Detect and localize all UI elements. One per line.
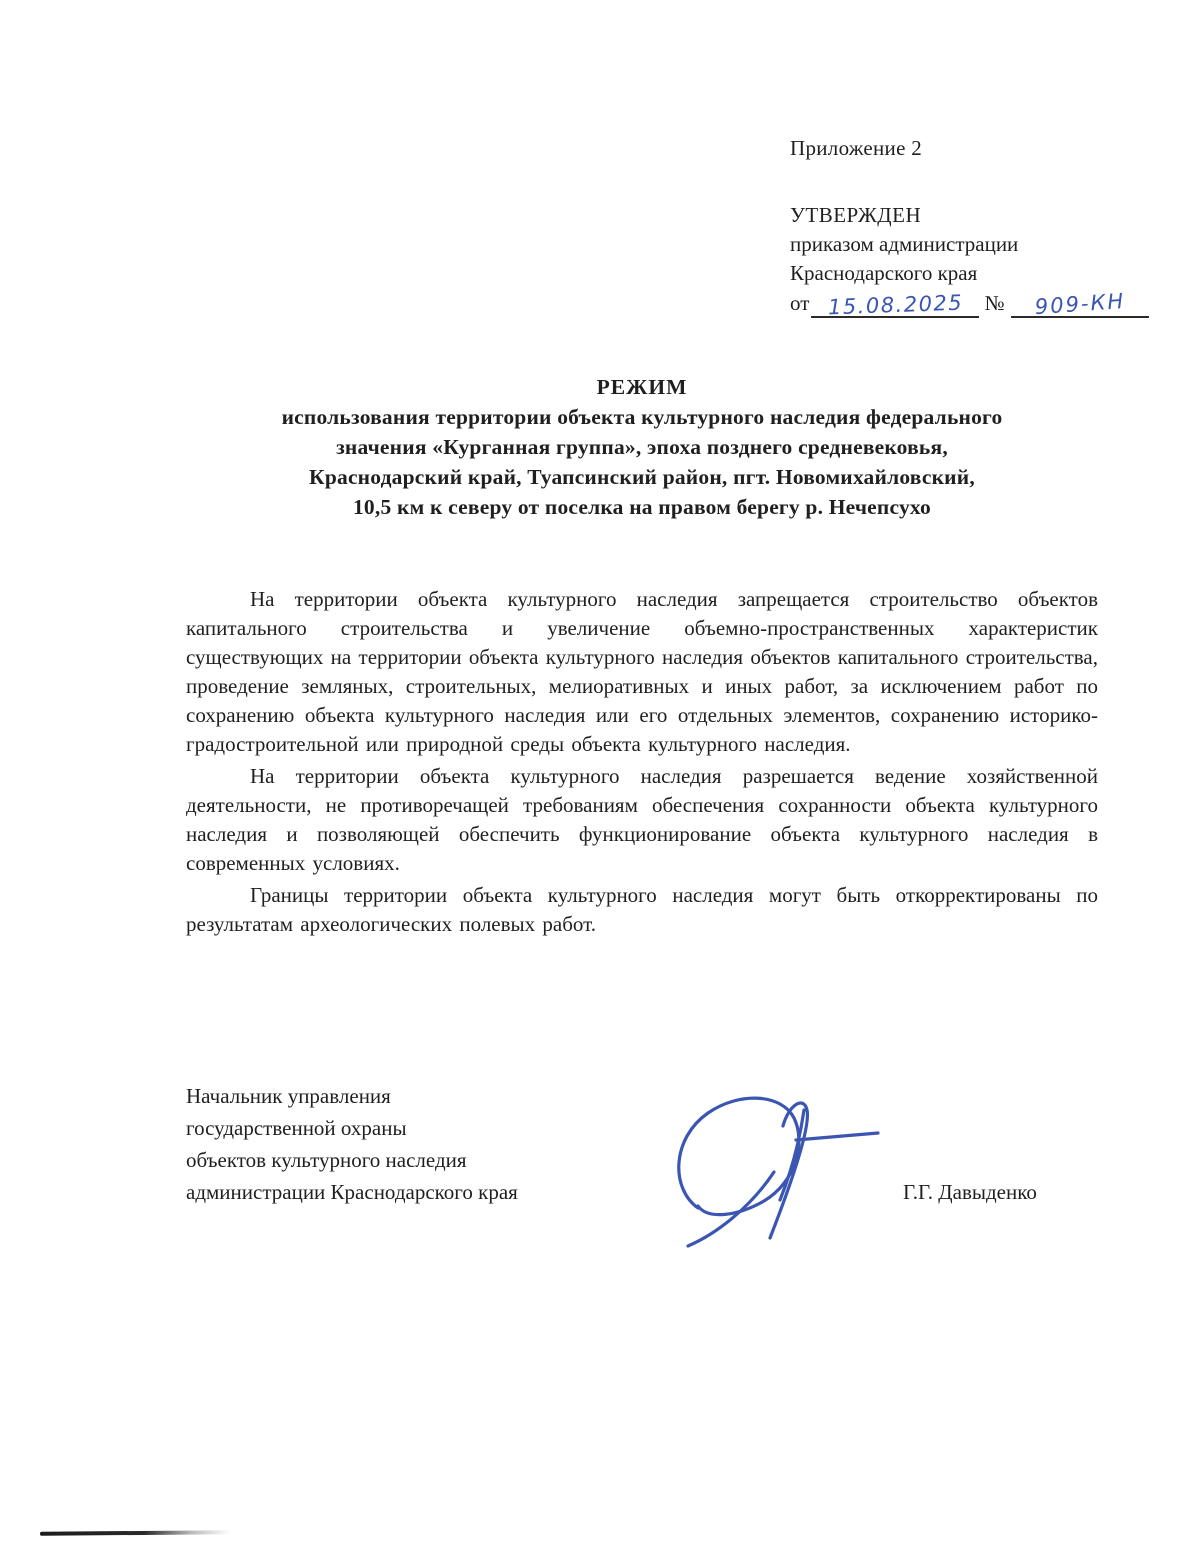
paragraph: На территории объекта культурного наследия запрещается строительство объектов капитального строительства и увеличение объемно-пространственных характеристик существующих на территории объекта культурного наследия объектов капитального строительства, проведение земляных, строительных, мелиоративных и иных работ, за исключением работ по сохранению объекта культурного наследия или его отдельных элементов, сохранению историко-градостроительной или природной среды объекта культурного наследия. xyxy=(186,587,1098,756)
title-line: значения «Курганная группа», эпоха позднего средневековья, xyxy=(336,435,948,459)
paragraph: Границы территории объекта культурного наследия могут быть откорректированы по результатам археологических полевых работ. xyxy=(186,883,1098,936)
approval-line-2: Краснодарского края xyxy=(790,261,978,285)
title-line: использования территории объекта культурного наследия федерального xyxy=(281,405,1003,429)
scan-artifact-line xyxy=(40,1530,230,1536)
order-line xyxy=(790,289,1170,318)
handwritten-signature xyxy=(652,1088,902,1248)
handwritten-date: 15.08.2025 xyxy=(827,290,964,320)
title-line: Краснодарский край, Туапсинский район, пгт. Новомихайловский, xyxy=(309,465,975,489)
position-line: государственной охраны xyxy=(186,1116,407,1140)
title-line: 10,5 км к северу от поселка на правом берегу р. Нечепсухо xyxy=(352,495,932,519)
position-line: объектов культурного наследия xyxy=(186,1148,467,1172)
appendix-label: Приложение 2 xyxy=(790,136,923,160)
body-text xyxy=(186,585,1098,942)
order-prefix: от xyxy=(790,291,810,315)
approval-line-1: приказом администрации xyxy=(790,232,1019,256)
order-date-blank xyxy=(811,292,979,318)
order-number-blank xyxy=(1011,288,1149,320)
title-heading: РЕЖИМ xyxy=(596,375,688,399)
position-line: администрации Краснодарского края xyxy=(186,1180,518,1204)
document-title xyxy=(186,372,1098,522)
position-line: Начальник управления xyxy=(186,1084,391,1108)
number-sign: № xyxy=(984,291,1005,315)
signatory-position xyxy=(186,1080,706,1208)
paragraph: На территории объекта культурного наследия разрешается ведение хозяйственной деятельности, не противоречащей требованиям обеспечения сохранности объекта культурного наследия и позволяющей обеспечить функционирование объекта культурного наследия в современных условиях. xyxy=(186,764,1098,875)
handwritten-number: 909-КН xyxy=(1033,288,1126,320)
approved-label: УТВЕРЖДЕН xyxy=(790,203,922,227)
approval-block xyxy=(790,134,1170,318)
signatory-name: Г.Г. Давыденко xyxy=(903,1180,1037,1204)
